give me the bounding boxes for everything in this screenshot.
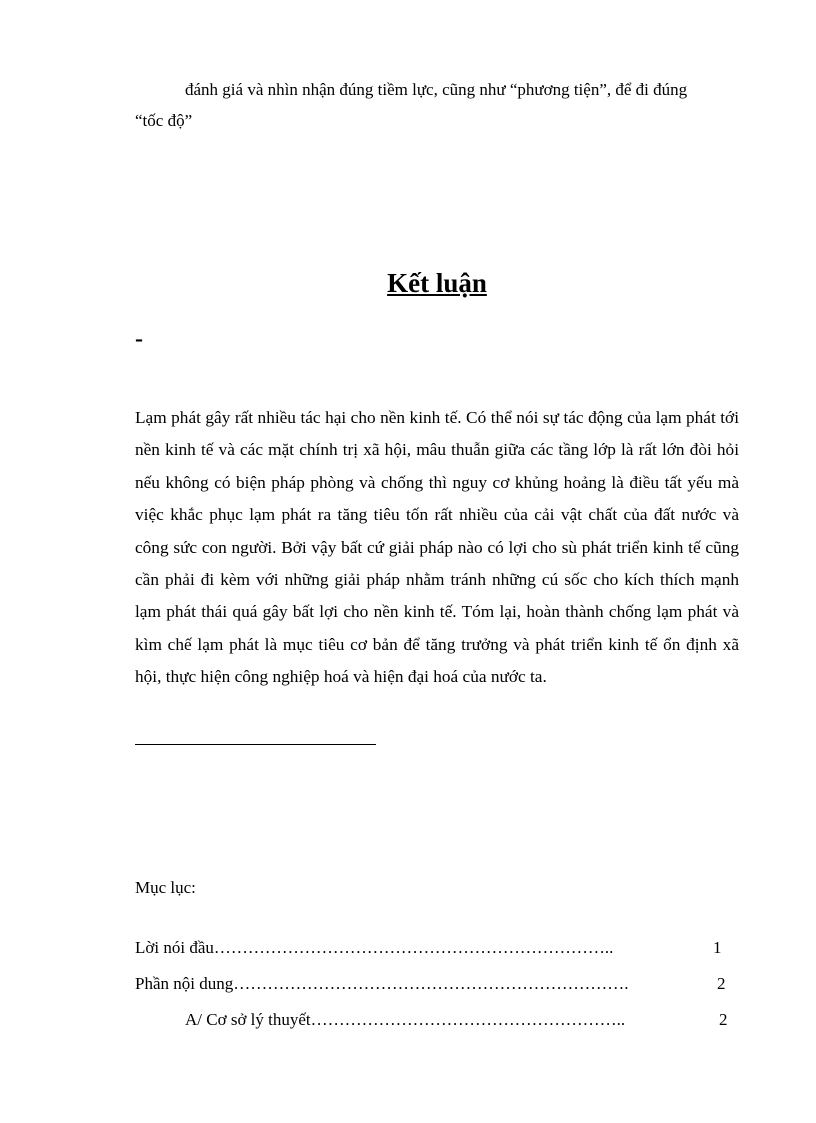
toc-entry[interactable]	[185, 1010, 728, 1034]
toc-page-number: 2	[719, 1010, 728, 1029]
toc-entry[interactable]	[135, 938, 722, 962]
toc-heading: Mục lục:	[135, 878, 196, 897]
conclusion-paragraph: Lạm phát gây rất nhiều tác hại cho nền kinh tế. Có thể nói sự tác động của lạm phát tới nền kinh tế và các mặt chính trị xã hội, mâu thuẫn giữa các tầng lớp là rất lớn đòi hỏi nếu không có biện pháp phòng và chống thì nguy cơ khủng hoảng là điều tất yếu mà việc khắc phục lạm phát ra tăng tiêu tốn rất nhiều của cải vật chất của đất nước và công sức con người. Bởi vậy bất cứ giải pháp nào có lợi cho sù phát triển kinh tế cũng cần phải đi kèm với những giải pháp nhằm tránh những cú sốc cho kích thích mạnh lạm phát thái quá gây bất lợi cho nền kinh tế. Tóm lại, hoàn thành chống lạm phát và kìm chế lạm phát là mục tiêu cơ bản để tăng trưởng và phát triển kinh tế ổn định xã hội, thực hiện công nghiệp hoá và hiện đại hoá của nước ta.	[135, 408, 739, 687]
toc-leader-dots: …………………………………………………………….	[233, 974, 629, 993]
toc-entry[interactable]	[135, 974, 726, 998]
toc-entry-label: Phần nội dung	[135, 974, 234, 993]
toc-page-number: 1	[713, 938, 722, 957]
toc-leader-dots: ……………………………………………………………..	[213, 938, 614, 957]
toc-entry-label: Lời nói đầu	[135, 938, 214, 957]
toc-page-number: 2	[717, 974, 726, 993]
toc-leader-dots: ………………………………………………..	[310, 1010, 626, 1029]
toc-entry-label: A/ Cơ sở lý thuyết	[185, 1010, 311, 1029]
dash-marker: -	[135, 326, 143, 352]
intro-paragraph: đánh giá và nhìn nhận đúng tiềm lực, cũng như “phương tiện”, để đi đúng “tốc độ”	[135, 80, 688, 130]
conclusion-title: Kết luận	[387, 268, 487, 298]
separator-line	[135, 744, 376, 745]
